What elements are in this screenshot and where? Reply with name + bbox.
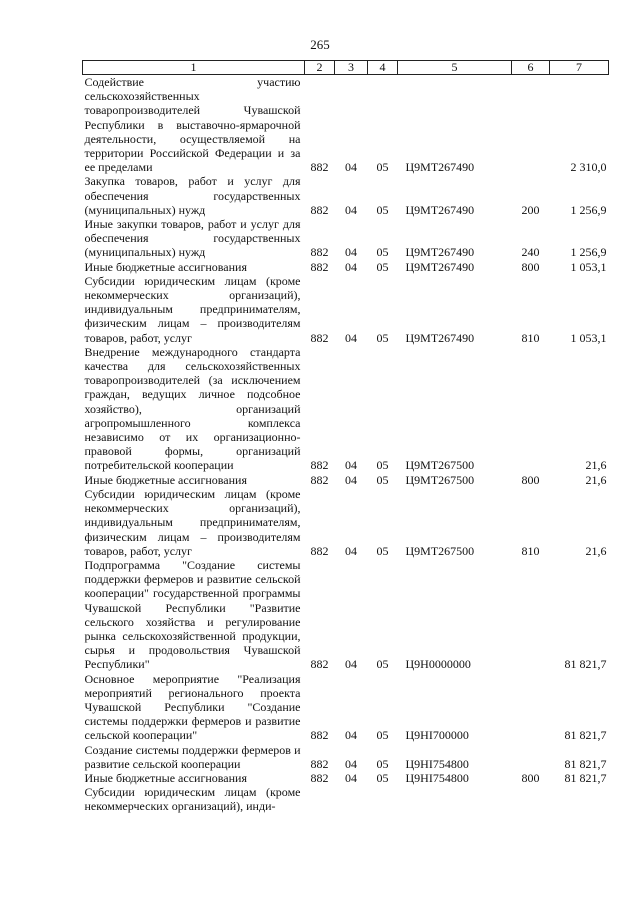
- column-header: 2: [305, 61, 335, 75]
- subsection-code: 05: [376, 543, 389, 558]
- expense-type-code: 800: [521, 259, 540, 274]
- target-article-code: Ц9МТ267500: [405, 543, 475, 558]
- amount-value: 1 053,1: [570, 330, 607, 345]
- subsection-code: 05: [376, 330, 389, 345]
- amount-value: 2 310,0: [570, 160, 607, 175]
- subsection-code: 05: [376, 756, 389, 771]
- column-header: 3: [335, 61, 368, 75]
- expense-type-code: 800: [521, 770, 540, 785]
- row-description: Субсидии юридическим лицам (кроме некоммерческих организаций), индивидуальным предпринимателям, физическим лицам – производителям товаров, работ, услуг: [84, 486, 301, 558]
- subsection-code: 05: [376, 657, 389, 672]
- page-number: 265: [310, 37, 330, 52]
- expense-type-code: [512, 558, 550, 672]
- table-row: [83, 345, 609, 473]
- expense-type-code: 200: [521, 202, 540, 217]
- table-row: [83, 174, 609, 217]
- ministry-code: 882: [310, 756, 329, 771]
- row-description: Внедрение международного стандарта качества для сельскохозяйственных товаропроизводителей (за исключением граждан, ведущих личное подсобное хозяйство), организаций агропромышленного комплекса независимо от их организационно-правовой формы, организаций потребительской кооперации: [84, 344, 301, 473]
- table-row: [83, 672, 609, 743]
- ministry-code: 882: [310, 472, 329, 487]
- ministry-code: 882: [310, 728, 329, 743]
- table-row: [83, 217, 609, 260]
- target-article-code: Ц9НI754800: [405, 756, 469, 771]
- target-article-code: Ц9Н0000000: [405, 657, 471, 672]
- expense-type-code: [512, 785, 550, 813]
- subsection-code: [368, 785, 398, 813]
- section-code: 04: [345, 160, 357, 175]
- subsection-code: 05: [376, 770, 389, 785]
- column-header: 1: [83, 61, 305, 75]
- ministry-code: 882: [310, 657, 329, 672]
- expense-type-code: [512, 345, 550, 473]
- amount-value: 21,6: [585, 458, 607, 473]
- ministry-code: 882: [310, 245, 329, 260]
- section-code: 04: [345, 657, 357, 672]
- column-header: 4: [368, 61, 398, 75]
- target-article-code: Ц9МТ267490: [405, 259, 475, 274]
- target-article-code: Ц9МТ267490: [405, 330, 475, 345]
- row-description: Иные бюджетные ассигнования: [84, 472, 247, 487]
- section-code: 04: [345, 259, 357, 274]
- row-description: Закупка товаров, работ и услуг для обеспечения государственных (муниципальных) нужд: [84, 174, 301, 217]
- section-code: 04: [345, 458, 357, 473]
- target-article-code: Ц9МТ267490: [405, 160, 475, 175]
- subsection-code: 05: [376, 458, 389, 473]
- section-code: 04: [345, 756, 357, 771]
- table-row: [83, 558, 609, 672]
- subsection-code: 05: [376, 160, 389, 175]
- expense-type-code: [512, 75, 550, 175]
- amount-value: 21,6: [585, 472, 607, 487]
- row-description: Создание системы поддержки фермеров и развитие сельской кооперации: [84, 742, 301, 771]
- row-description: Субсидии юридическим лицам (кроме некоммерческих организаций), инди-: [84, 785, 301, 814]
- expense-type-code: [512, 743, 550, 771]
- target-article-code: [398, 785, 512, 813]
- expense-type-code: 800: [521, 472, 540, 487]
- section-code: [335, 785, 368, 813]
- subsection-code: 05: [376, 245, 389, 260]
- row-description: Содействие участию сельскохозяйственных товаропроизводителей Чувашской Республики в выставочно-ярмарочной деятельности, осуществляемой на территории Российской Федерации и за ее пределами: [84, 75, 301, 175]
- ministry-code: 882: [310, 458, 329, 473]
- amount-value: 81 821,7: [564, 756, 607, 771]
- target-article-code: Ц9МТ267500: [405, 472, 475, 487]
- column-header: 7: [550, 61, 609, 75]
- ministry-code: 882: [310, 160, 329, 175]
- target-article-code: Ц9МТ267490: [405, 245, 475, 260]
- amount-value: 81 821,7: [564, 770, 607, 785]
- expense-type-code: 810: [521, 543, 540, 558]
- amount-value: 1 256,9: [570, 202, 607, 217]
- target-article-code: Ц9МТ267500: [405, 458, 475, 473]
- row-description: Субсидии юридическим лицам (кроме некоммерческих организаций), индивидуальным предпринимателям, физическим лицам – производителям товаров, работ, услуг: [84, 273, 301, 345]
- section-code: 04: [345, 330, 357, 345]
- amount-value: 1 256,9: [570, 245, 607, 260]
- row-description: Основное мероприятие "Реализация мероприятий регионального проекта Чувашской Республики "Создание системы поддержки фермеров и развитие сельской кооперации": [84, 671, 301, 743]
- section-code: 04: [345, 770, 357, 785]
- row-description: Иные бюджетные ассигнования: [84, 259, 247, 274]
- column-header: 5: [398, 61, 512, 75]
- table-row: [83, 785, 609, 813]
- expense-type-code: 810: [521, 330, 540, 345]
- row-description: Иные закупки товаров, работ и услуг для обеспечения государственных (муниципальных) нужд: [84, 217, 301, 260]
- header-row: [83, 61, 609, 75]
- table-row: [83, 260, 609, 274]
- amount-value: 81 821,7: [564, 728, 607, 743]
- ministry-code: 882: [310, 259, 329, 274]
- ministry-code: 882: [310, 202, 329, 217]
- ministry-code: [305, 785, 335, 813]
- section-code: 04: [345, 245, 357, 260]
- target-article-code: Ц9МТ267490: [405, 202, 475, 217]
- table-row: [83, 487, 609, 558]
- row-description: Иные бюджетные ассигнования: [84, 770, 247, 785]
- table-row: [83, 75, 609, 175]
- section-code: 04: [345, 472, 357, 487]
- column-header: 6: [512, 61, 550, 75]
- target-article-code: Ц9НI754800: [405, 770, 469, 785]
- target-article-code: Ц9НI700000: [405, 728, 469, 743]
- ministry-code: 882: [310, 330, 329, 345]
- table-row: [83, 274, 609, 345]
- table-row: [83, 771, 609, 785]
- section-code: 04: [345, 543, 357, 558]
- expense-type-code: [512, 672, 550, 743]
- subsection-code: 05: [376, 472, 389, 487]
- ministry-code: 882: [310, 770, 329, 785]
- section-code: 04: [345, 202, 357, 217]
- subsection-code: 05: [376, 202, 389, 217]
- section-code: 04: [345, 728, 357, 743]
- expense-type-code: 240: [521, 245, 540, 260]
- amount-value: 1 053,1: [570, 259, 607, 274]
- budget-table: [82, 60, 609, 814]
- amount-value: 21,6: [585, 543, 607, 558]
- subsection-code: 05: [376, 728, 389, 743]
- ministry-code: 882: [310, 543, 329, 558]
- table-row: [83, 743, 609, 771]
- amount-value: 81 821,7: [564, 657, 607, 672]
- subsection-code: 05: [376, 259, 389, 274]
- amount-value: [550, 785, 609, 813]
- row-description: Подпрограмма "Создание системы поддержки фермеров и развитие сельской кооперации" государственной программы Чувашской Республики "Развитие сельского хозяйства и регулирование рынка сельскохозяйственной продукции, сырья и продовольствия Чувашской Республики": [84, 557, 301, 672]
- table-row: [83, 473, 609, 487]
